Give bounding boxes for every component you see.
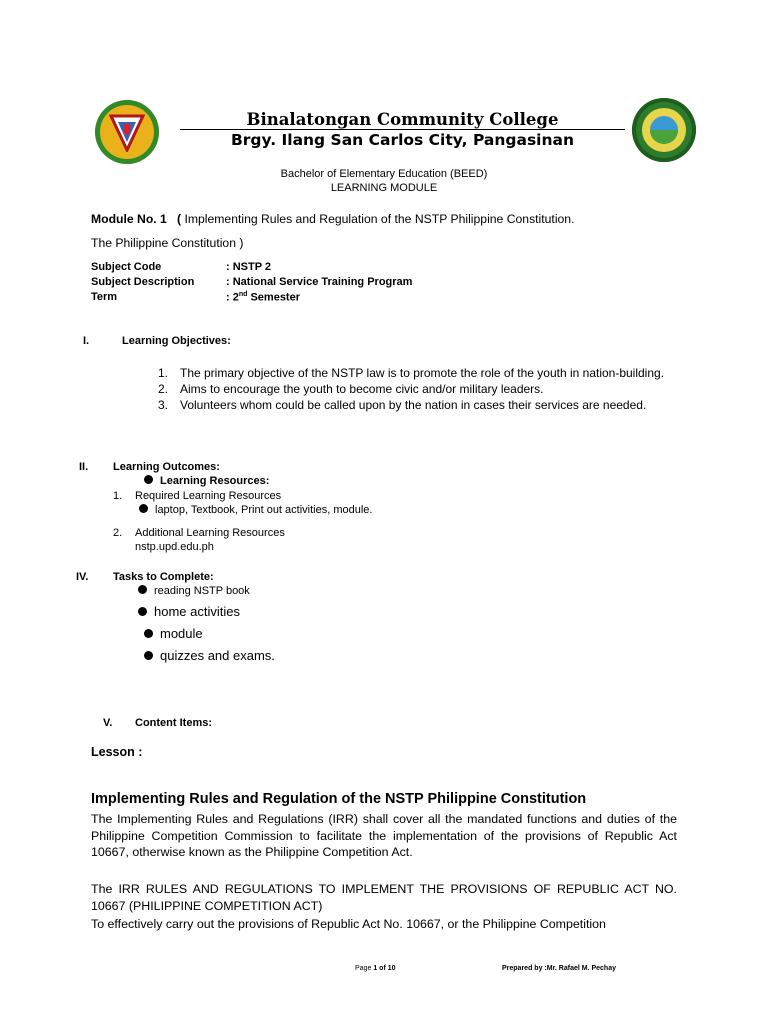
bullet-icon xyxy=(144,651,153,660)
list-item xyxy=(144,626,203,641)
module-description: Implementing Rules and Regulation of the NSTP Philippine Constitution. xyxy=(181,212,575,226)
learning-resources-title: Learning Resources: xyxy=(160,475,270,487)
required-resources-number: 1. xyxy=(113,490,123,502)
task-text: reading NSTP book xyxy=(154,585,250,597)
page-total: 10 xyxy=(387,965,396,972)
term-label: Term xyxy=(91,291,118,303)
college-seal-icon xyxy=(95,100,159,164)
list-item xyxy=(158,397,678,413)
task-text: quizzes and exams. xyxy=(160,648,275,663)
additional-resources-value: nstp.upd.edu.ph xyxy=(135,541,214,553)
subject-description-label: Subject Description xyxy=(91,276,195,288)
learning-resources-heading xyxy=(144,475,269,487)
list-item xyxy=(138,585,250,597)
module-heading xyxy=(91,212,574,226)
college-seal-emblem-icon xyxy=(109,112,145,152)
city-seal-icon xyxy=(632,98,696,162)
subject-code-value: : NSTP 2 xyxy=(226,261,272,273)
bullet-icon xyxy=(139,504,148,513)
list-item xyxy=(138,604,240,619)
section-number-objectives: I. xyxy=(83,335,90,347)
college-name: Binalatongan Community College xyxy=(246,110,559,129)
task-text: home activities xyxy=(154,604,240,619)
module-number: Module No. 1 xyxy=(91,212,167,226)
objective-text: The primary objective of the NSTP law is to promote the role of the youth in nation-building. xyxy=(180,366,665,380)
objective-text: Volunteers whom could be called upon by the nation in cases their services are needed. xyxy=(180,398,647,412)
list-item xyxy=(158,381,678,397)
lesson-paragraph-3: To effectively carry out the provisions of Republic Act No. 10667, or the Philippine Competition xyxy=(91,917,606,931)
section-title-objectives: Learning Objectives: xyxy=(122,335,231,347)
page-of: of xyxy=(379,965,386,972)
module-description-line2: The Philippine Constitution ) xyxy=(91,236,244,250)
objective-number: 3. xyxy=(158,398,169,412)
page-word: Page xyxy=(355,965,372,972)
header-divider xyxy=(180,129,625,130)
subject-description-value: : National Service Training Program xyxy=(226,276,413,288)
bullet-icon xyxy=(144,629,153,638)
page-number xyxy=(355,965,396,972)
section-title-tasks: Tasks to Complete: xyxy=(113,571,214,583)
lesson-paragraph-2: The IRR RULES AND REGULATIONS TO IMPLEMENT THE PROVISIONS OF REPUBLIC ACT NO. 10667 (PHILIPPINE COMPETITION ACT) xyxy=(91,882,677,913)
program-name: Bachelor of Elementary Education (BEED) xyxy=(280,168,488,180)
term-suffix: Semester xyxy=(247,291,300,304)
page-current: 1 xyxy=(373,965,378,972)
subject-code-label: Subject Code xyxy=(91,261,162,273)
term-superscript: nd xyxy=(238,291,248,298)
prepared-by: Prepared by :Mr. Rafael M. Pechay xyxy=(502,965,616,972)
bullet-icon xyxy=(138,585,147,594)
section-title-outcomes: Learning Outcomes: xyxy=(113,461,220,473)
objective-number: 1. xyxy=(158,366,169,380)
section-title-content: Content Items: xyxy=(135,717,212,729)
college-address: Brgy. Ilang San Carlos City, Pangasinan xyxy=(230,131,575,149)
lesson-title: Implementing Rules and Regulation of the NSTP Philippine Constitution xyxy=(91,791,587,807)
list-item xyxy=(144,648,275,663)
required-resources-label: Required Learning Resources xyxy=(135,490,282,502)
module-type: LEARNING MODULE xyxy=(330,182,438,194)
section-number-outcomes: II. xyxy=(79,461,89,473)
required-resources-text: laptop, Textbook, Print out activities, module. xyxy=(155,504,373,516)
lesson-paragraph-1: The Implementing Rules and Regulations (IRR) shall cover all the mandated functions and duties of the Philippine Competition Commission to facilitate the implementation of the provisions of Republic Act 10667, otherwise known as the Philippine Competition Act. xyxy=(91,812,677,859)
term-prefix: : 2 xyxy=(226,291,239,304)
section-number-tasks: IV. xyxy=(76,571,89,583)
lesson-label: Lesson : xyxy=(91,745,143,759)
section-number-content: V. xyxy=(103,717,113,729)
module-open-paren: ( xyxy=(177,212,182,226)
required-resources-items xyxy=(139,504,372,516)
additional-resources-number: 2. xyxy=(113,527,123,539)
bullet-icon xyxy=(138,607,147,616)
task-text: module xyxy=(160,626,203,641)
term-value xyxy=(226,291,300,304)
additional-resources-label: Additional Learning Resources xyxy=(135,527,285,539)
objectives-list xyxy=(158,365,678,413)
objective-text: Aims to encourage the youth to become civic and/or military leaders. xyxy=(180,382,544,396)
bullet-icon xyxy=(144,475,153,484)
objective-number: 2. xyxy=(158,382,169,396)
list-item xyxy=(158,365,678,381)
